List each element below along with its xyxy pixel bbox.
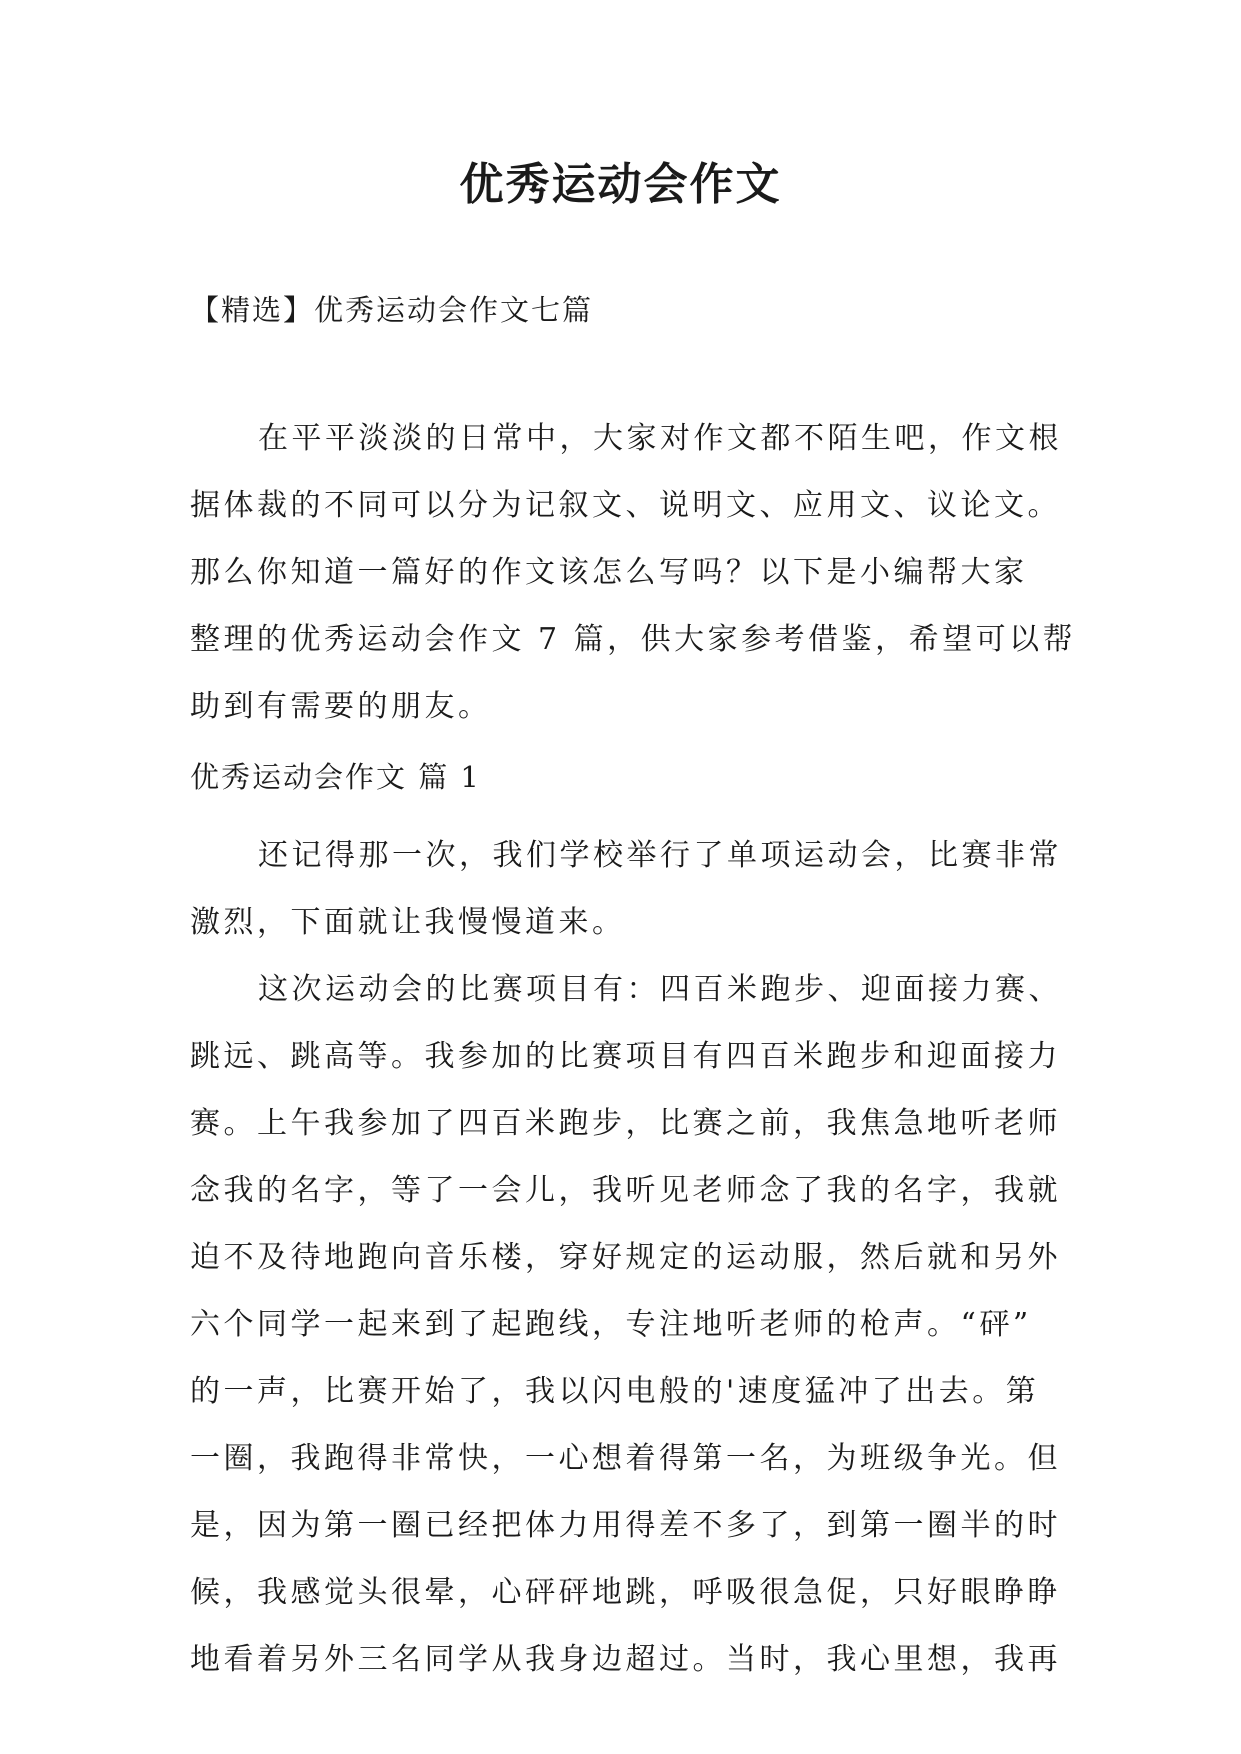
essay-line: 迫不及待地跑向音乐楼，穿好规定的运动服，然后就和另外	[190, 1240, 1061, 1275]
essay-line: 的一声，比赛开始了，我以闪电般的'速度猛冲了出去。第	[190, 1374, 1040, 1409]
essay-line: 跳远、跳高等。我参加的比赛项目有四百米跑步和迎面接力	[190, 1039, 1061, 1074]
intro-line: 助到有需要的朋友。	[190, 689, 492, 724]
document-subtitle: 【精选】优秀运动会作文七篇	[190, 293, 594, 327]
intro-line: 整理的优秀运动会作文 7 篇，供大家参考借鉴，希望可以帮	[190, 622, 1077, 657]
essay-line: 赛。上午我参加了四百米跑步，比赛之前，我焦急地听老师	[190, 1106, 1061, 1141]
essay-heading: 优秀运动会作文 篇 1	[190, 760, 481, 794]
essay-line: 还记得那一次，我们学校举行了单项运动会，比赛非常	[258, 838, 1062, 873]
essay-line: 这次运动会的比赛项目有：四百米跑步、迎面接力赛、	[258, 972, 1062, 1007]
essay-line: 六个同学一起来到了起跑线，专注地听老师的枪声。“砰”	[190, 1307, 1032, 1342]
essay-section	[190, 757, 1090, 1693]
essay-line: 念我的名字，等了一会儿，我听见老师念了我的名字，我就	[190, 1173, 1061, 1208]
intro-line: 在平平淡淡的日常中，大家对作文都不陌生吧，作文根	[258, 421, 1062, 456]
intro-paragraph	[190, 405, 1090, 740]
essay-paragraph-1	[190, 822, 1090, 956]
essay-line: 激烈，下面就让我慢慢道来。	[190, 905, 626, 940]
essay-line: 地看着另外三名同学从我身边超过。当时，我心里想，我再	[190, 1642, 1061, 1677]
essay-line: 是，因为第一圈已经把体力用得差不多了，到第一圈半的时	[190, 1508, 1061, 1543]
essay-paragraph-2	[190, 956, 1090, 1693]
intro-line: 据体裁的不同可以分为记叙文、说明文、应用文、议论文。	[190, 488, 1061, 523]
essay-line: 一圈，我跑得非常快，一心想着得第一名，为班级争光。但	[190, 1441, 1061, 1476]
intro-line: 那么你知道一篇好的作文该怎么写吗？以下是小编帮大家	[190, 555, 1028, 590]
essay-line: 候，我感觉头很晕，心砰砰地跳，呼吸很急促，只好眼睁睁	[190, 1575, 1061, 1610]
document-title: 优秀运动会作文	[459, 159, 782, 210]
